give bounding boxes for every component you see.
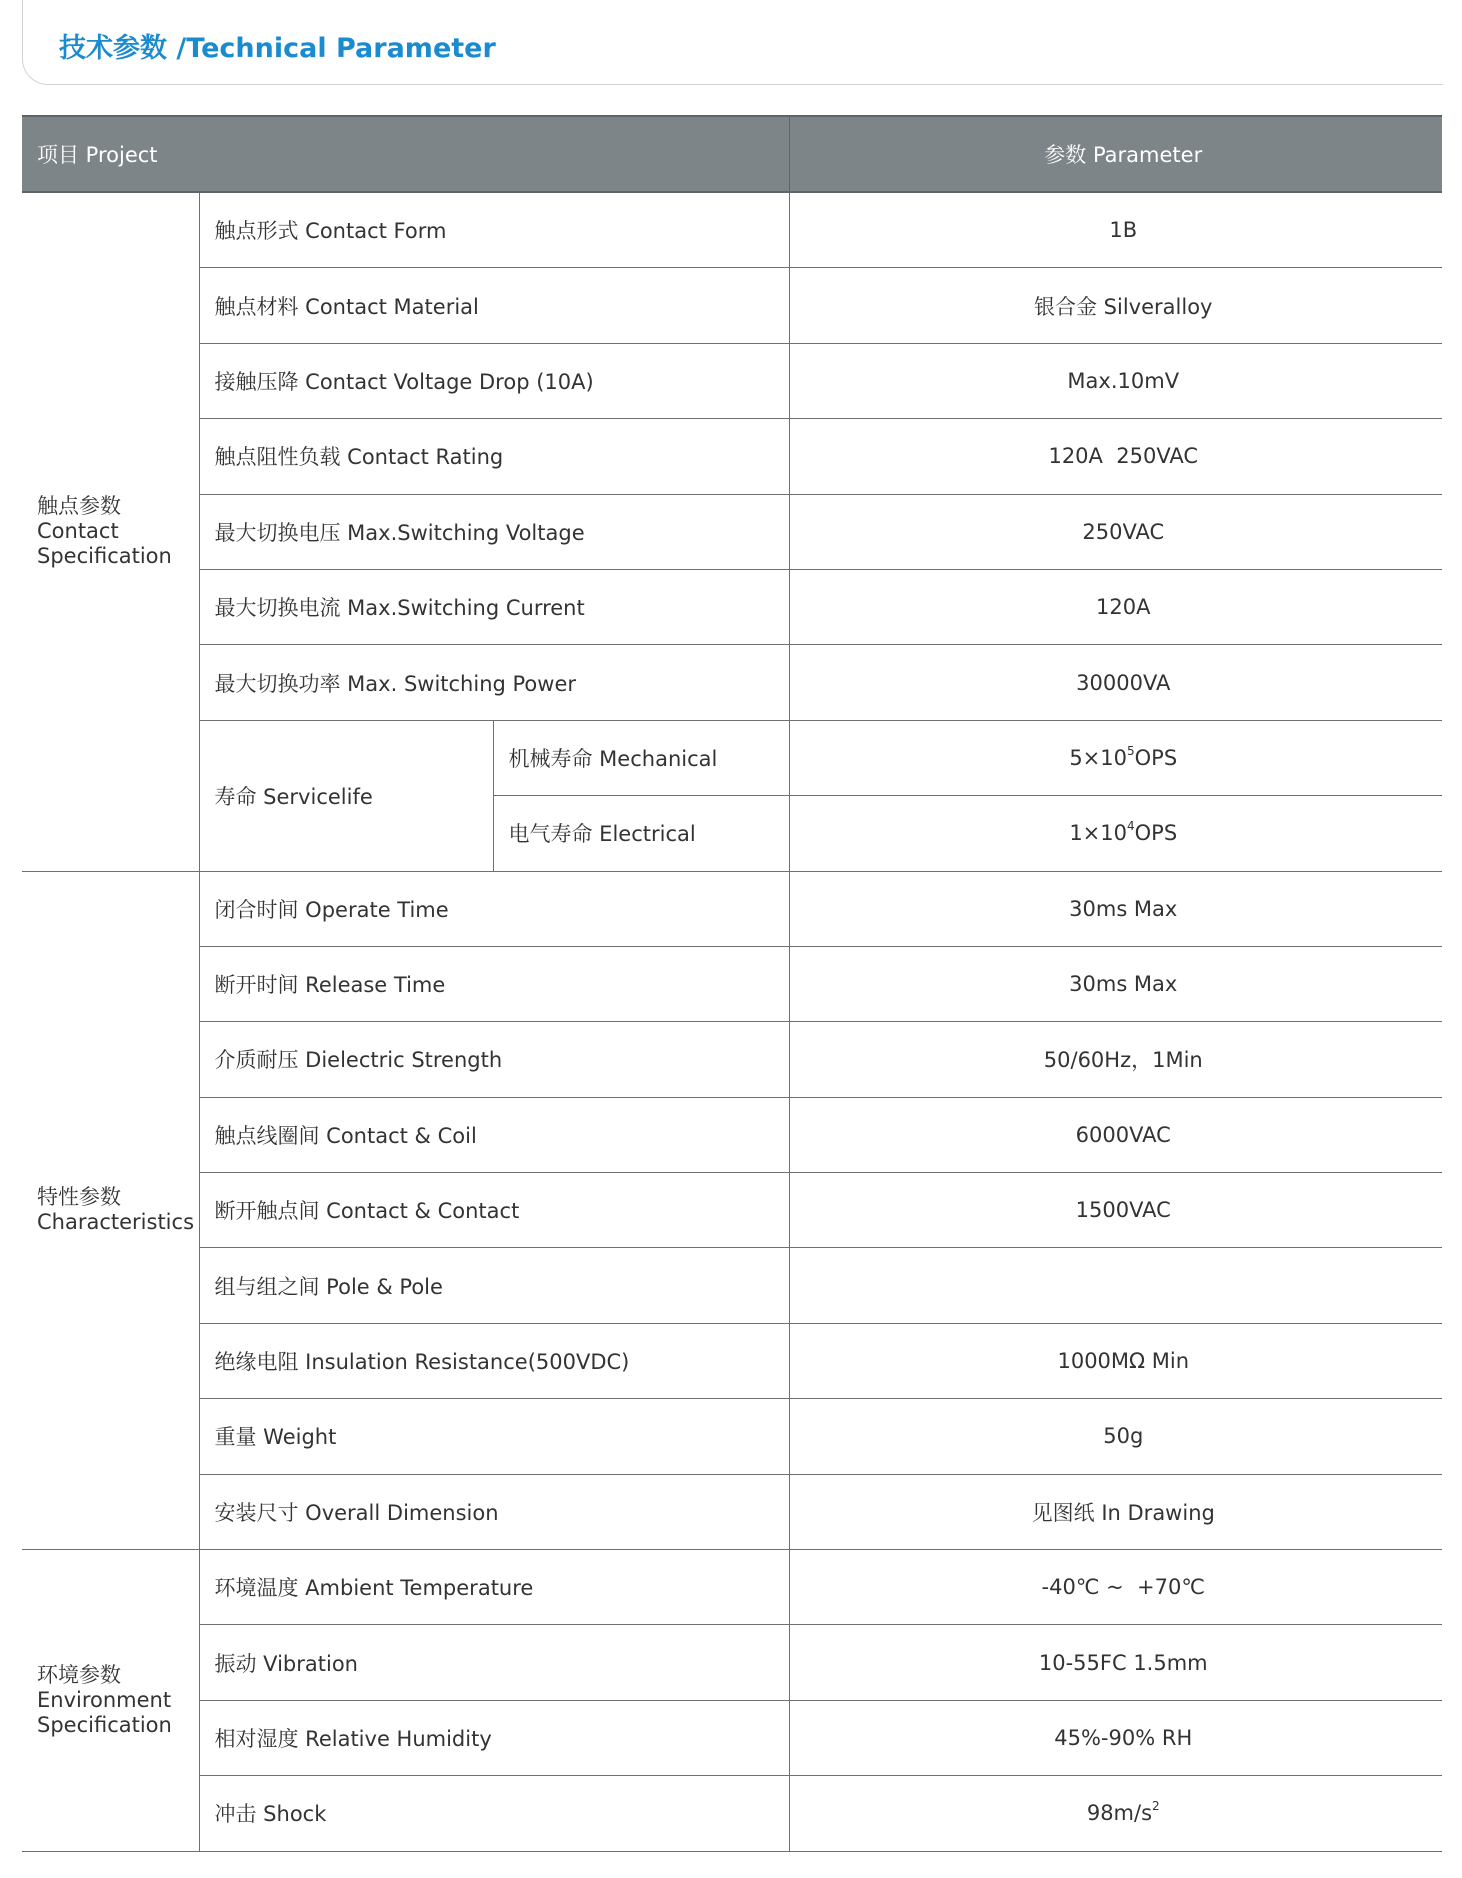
row-label: 最大切换功率 Max. Switching Power bbox=[199, 645, 789, 720]
group-label-cn: 环境参数 bbox=[37, 1662, 121, 1687]
title-bar bbox=[22, 0, 1443, 85]
group-environment-specification bbox=[22, 1550, 199, 1852]
row-value: 银合金 Silveralloy bbox=[789, 268, 1442, 343]
group-label-en: Environment bbox=[37, 1687, 172, 1712]
row-label: 电气寿命 Electrical bbox=[493, 796, 789, 871]
table-header-row bbox=[22, 116, 1442, 192]
row-label: 接触压降 Contact Voltage Drop (10A) bbox=[199, 343, 789, 418]
table-row bbox=[22, 192, 1442, 268]
row-value: 10-55FC 1.5mm bbox=[789, 1625, 1442, 1700]
row-label: 机械寿命 Mechanical bbox=[493, 720, 789, 795]
group-label-en: Specification bbox=[37, 1712, 172, 1737]
table-row bbox=[22, 1474, 1442, 1549]
table-row bbox=[22, 1173, 1442, 1248]
row-value: 250VAC bbox=[789, 494, 1442, 569]
group-contact-specification bbox=[22, 192, 199, 871]
row-value-shock: $98m/s^2$ bbox=[789, 1776, 1442, 1851]
row-label: 组与组之间 Pole & Pole bbox=[199, 1248, 789, 1323]
table-row bbox=[22, 720, 1442, 795]
row-label: 重量 Weight bbox=[199, 1399, 789, 1474]
group-label-en: Specification bbox=[37, 544, 172, 569]
row-label: 最大切换电流 Max.Switching Current bbox=[199, 569, 789, 644]
row-value: 50g bbox=[789, 1399, 1442, 1474]
page-title: 技术参数 /Technical Parameter bbox=[59, 33, 496, 64]
group-label-en: Contact bbox=[37, 519, 119, 544]
table-row bbox=[22, 569, 1442, 644]
row-label: 绝缘电阻 Insulation Resistance(500VDC) bbox=[199, 1323, 789, 1398]
row-value: 见图纸 In Drawing bbox=[789, 1474, 1442, 1549]
row-value: 30000VA bbox=[789, 645, 1442, 720]
row-label: 振动 Vibration bbox=[199, 1625, 789, 1700]
table-row bbox=[22, 871, 1442, 946]
header-parameter: 参数 Parameter bbox=[789, 116, 1442, 192]
row-label: 安装尺寸 Overall Dimension bbox=[199, 1474, 789, 1549]
group-label-cn: 触点参数 bbox=[37, 494, 121, 519]
table-row bbox=[22, 1776, 1442, 1851]
row-value: 120A bbox=[789, 569, 1442, 644]
row-label-service-life: 寿命 Servicelife bbox=[199, 720, 493, 871]
row-value-electrical-life: $1\times 10^4OPS$ bbox=[789, 796, 1442, 871]
row-value-mechanical-life: $5\times 10^5OPS$ bbox=[789, 720, 1442, 795]
table-row bbox=[22, 1248, 1442, 1323]
row-value: 50/60Hz，1Min bbox=[789, 1022, 1442, 1097]
row-value: 1B bbox=[789, 192, 1442, 268]
row-value: -40℃ ~ +70℃ bbox=[789, 1550, 1442, 1625]
row-value: 45%-90% RH bbox=[789, 1700, 1442, 1775]
table-row bbox=[22, 946, 1442, 1021]
table-row bbox=[22, 419, 1442, 494]
header-project: 项目 Project bbox=[22, 116, 789, 192]
table-row bbox=[22, 1550, 1442, 1625]
table-row bbox=[22, 268, 1442, 343]
group-characteristics bbox=[22, 871, 199, 1550]
row-label: 触点阻性负载 Contact Rating bbox=[199, 419, 789, 494]
row-value: 30ms Max bbox=[789, 871, 1442, 946]
row-label: 断开触点间 Contact & Contact bbox=[199, 1173, 789, 1248]
row-label: 触点形式 Contact Form bbox=[199, 192, 789, 268]
group-label-cn: 特性参数 bbox=[37, 1185, 121, 1210]
row-value: 30ms Max bbox=[789, 946, 1442, 1021]
table-row bbox=[22, 1323, 1442, 1398]
technical-parameter-table bbox=[22, 115, 1442, 1852]
row-value: 1000MΩ Min bbox=[789, 1323, 1442, 1398]
table-row bbox=[22, 1625, 1442, 1700]
row-label: 断开时间 Release Time bbox=[199, 946, 789, 1021]
row-label: 冲击 Shock bbox=[199, 1776, 789, 1851]
row-label: 介质耐压 Dielectric Strength bbox=[199, 1022, 789, 1097]
table-row bbox=[22, 1700, 1442, 1775]
row-value: 6000VAC bbox=[789, 1097, 1442, 1172]
table-row bbox=[22, 1399, 1442, 1474]
row-label: 环境温度 Ambient Temperature bbox=[199, 1550, 789, 1625]
table-row bbox=[22, 645, 1442, 720]
table-row bbox=[22, 1097, 1442, 1172]
row-value: Max.10mV bbox=[789, 343, 1442, 418]
row-label: 相对湿度 Relative Humidity bbox=[199, 1700, 789, 1775]
group-label-en: Characteristics bbox=[37, 1210, 195, 1235]
row-label: 闭合时间 Operate Time bbox=[199, 871, 789, 946]
row-value bbox=[789, 1248, 1442, 1323]
row-value: 120A 250VAC bbox=[789, 419, 1442, 494]
row-label: 触点材料 Contact Material bbox=[199, 268, 789, 343]
table-row bbox=[22, 494, 1442, 569]
row-label: 最大切换电压 Max.Switching Voltage bbox=[199, 494, 789, 569]
row-value: 1500VAC bbox=[789, 1173, 1442, 1248]
table-row bbox=[22, 1022, 1442, 1097]
row-label: 触点线圈间 Contact & Coil bbox=[199, 1097, 789, 1172]
table-row bbox=[22, 343, 1442, 418]
